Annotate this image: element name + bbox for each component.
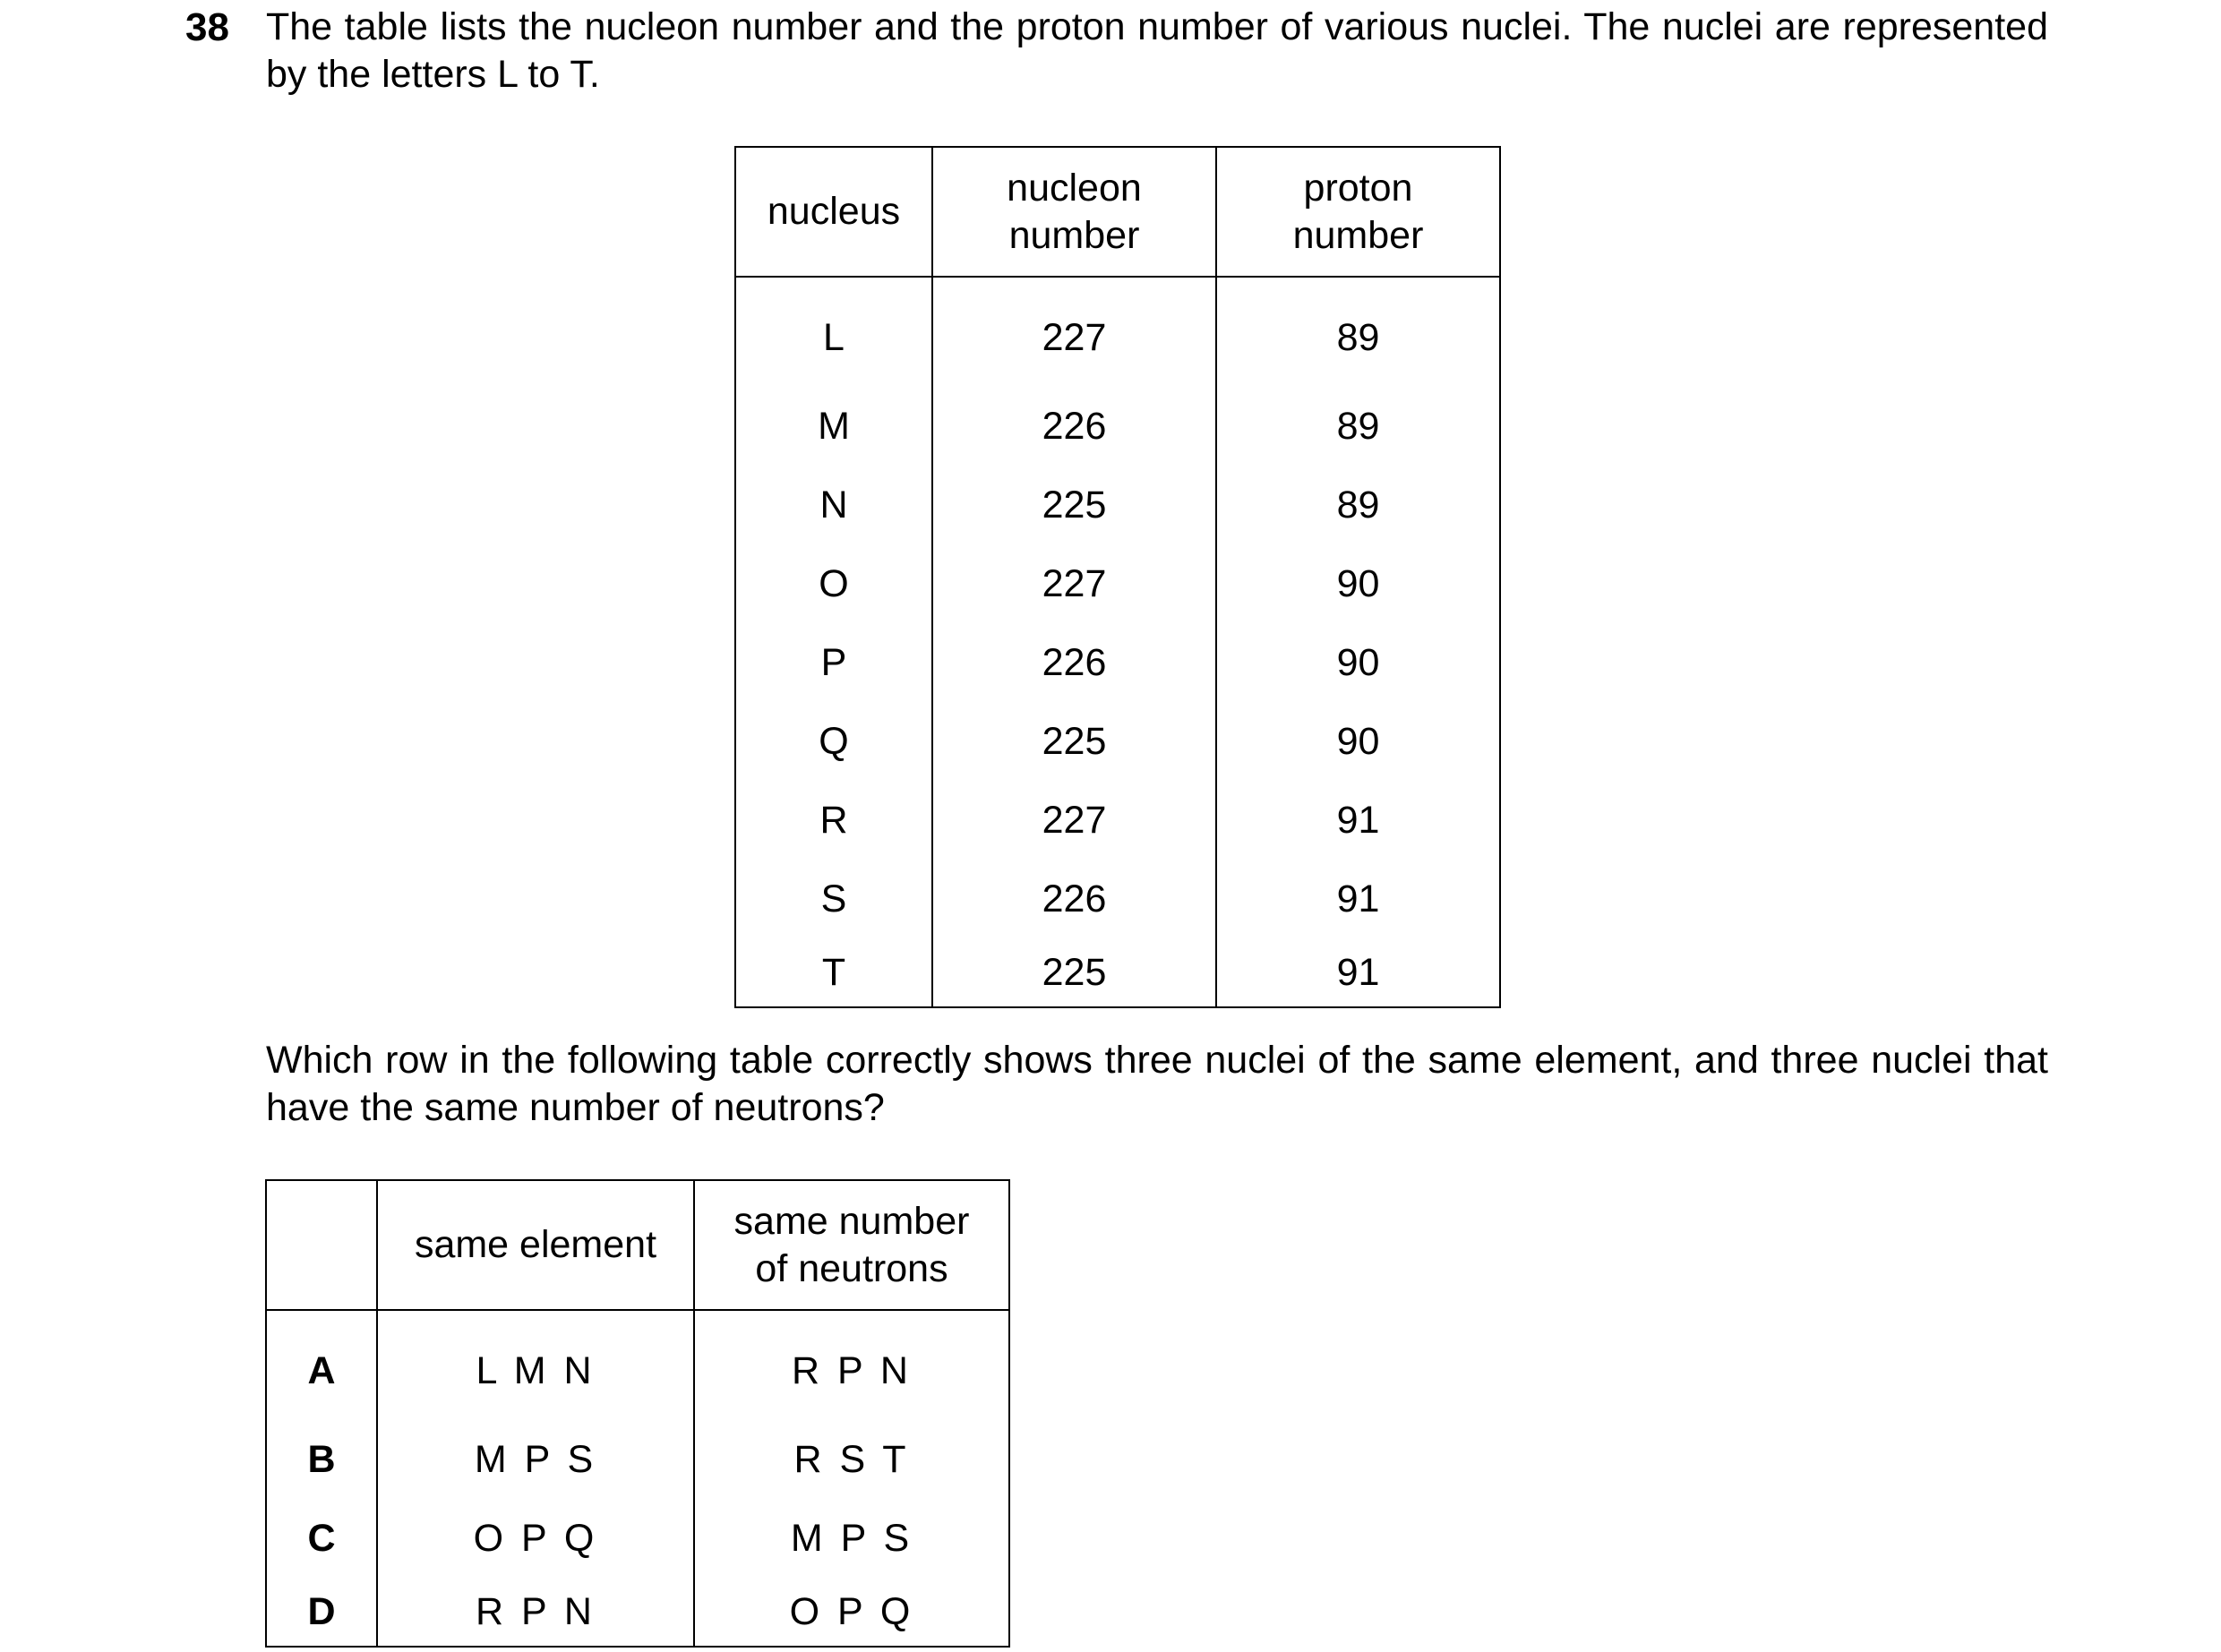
nucleon-cell: 225 <box>932 466 1216 544</box>
same-neutrons-cell: M P S <box>694 1499 1009 1578</box>
header-same-neutrons-text: same number of neutrons <box>733 1199 970 1290</box>
question-intro: The table lists the nucleon number and the proton number of various nuclei. The nuclei are represented by the letters L to T. <box>266 5 2048 96</box>
nucleus-cell: M <box>735 387 932 466</box>
option-row[interactable] <box>266 1310 1009 1420</box>
proton-cell: 89 <box>1216 387 1500 466</box>
nucleon-cell: 226 <box>932 860 1216 938</box>
options-table-header-row <box>266 1180 1009 1310</box>
table-row <box>735 702 1500 781</box>
nucleon-cell: 225 <box>932 702 1216 781</box>
nucleus-cell: Q <box>735 702 932 781</box>
table-row <box>735 387 1500 466</box>
nucleus-cell: T <box>735 938 932 1007</box>
header-proton-number-text: proton number <box>1292 166 1424 257</box>
option-row[interactable] <box>266 1578 1009 1647</box>
same-element-cell: R P N <box>377 1578 694 1647</box>
option-letter: B <box>266 1420 377 1499</box>
nucleus-cell: P <box>735 623 932 702</box>
proton-cell: 90 <box>1216 702 1500 781</box>
proton-cell: 91 <box>1216 860 1500 938</box>
same-element-cell: M P S <box>377 1420 694 1499</box>
same-neutrons-cell: R S T <box>694 1420 1009 1499</box>
proton-cell: 91 <box>1216 781 1500 860</box>
nucleon-cell: 226 <box>932 623 1216 702</box>
proton-cell: 89 <box>1216 277 1500 387</box>
header-same-element: same element <box>377 1180 694 1310</box>
header-nucleus: nucleus <box>735 147 932 277</box>
nucleon-cell: 227 <box>932 544 1216 623</box>
nucleus-cell: L <box>735 277 932 387</box>
same-element-cell: L M N <box>377 1310 694 1420</box>
table-row <box>735 781 1500 860</box>
header-same-neutrons <box>694 1180 1009 1310</box>
option-letter: C <box>266 1499 377 1578</box>
proton-cell: 91 <box>1216 938 1500 1007</box>
header-option-letter <box>266 1180 377 1310</box>
table-row <box>735 544 1500 623</box>
nucleon-cell: 225 <box>932 938 1216 1007</box>
same-neutrons-cell: O P Q <box>694 1578 1009 1647</box>
table-row <box>735 938 1500 1007</box>
header-nucleon-number <box>932 147 1216 277</box>
table-row <box>735 623 1500 702</box>
nucleon-cell: 227 <box>932 277 1216 387</box>
same-neutrons-cell: R P N <box>694 1310 1009 1420</box>
table-row <box>735 466 1500 544</box>
same-element-cell: O P Q <box>377 1499 694 1578</box>
option-letter: D <box>266 1578 377 1647</box>
header-proton-number <box>1216 147 1500 277</box>
nucleus-cell: S <box>735 860 932 938</box>
proton-cell: 90 <box>1216 623 1500 702</box>
option-row[interactable] <box>266 1420 1009 1499</box>
proton-cell: 89 <box>1216 466 1500 544</box>
table-row <box>735 277 1500 387</box>
nuclei-table-header-row <box>735 147 1500 277</box>
question-number: 38 <box>185 5 229 49</box>
nucleon-cell: 226 <box>932 387 1216 466</box>
nucleus-cell: O <box>735 544 932 623</box>
option-row[interactable] <box>266 1499 1009 1578</box>
option-letter: A <box>266 1310 377 1420</box>
proton-cell: 90 <box>1216 544 1500 623</box>
nucleus-cell: N <box>735 466 932 544</box>
nucleon-cell: 227 <box>932 781 1216 860</box>
question-prompt: Which row in the following table correctly shows three nuclei of the same element, and three nuclei that have the same number of neutrons? <box>266 1039 2048 1129</box>
header-nucleon-number-text: nucleon number <box>1007 166 1142 257</box>
nuclei-table <box>734 146 1501 1008</box>
nucleus-cell: R <box>735 781 932 860</box>
options-table <box>265 1179 1010 1648</box>
table-row <box>735 860 1500 938</box>
